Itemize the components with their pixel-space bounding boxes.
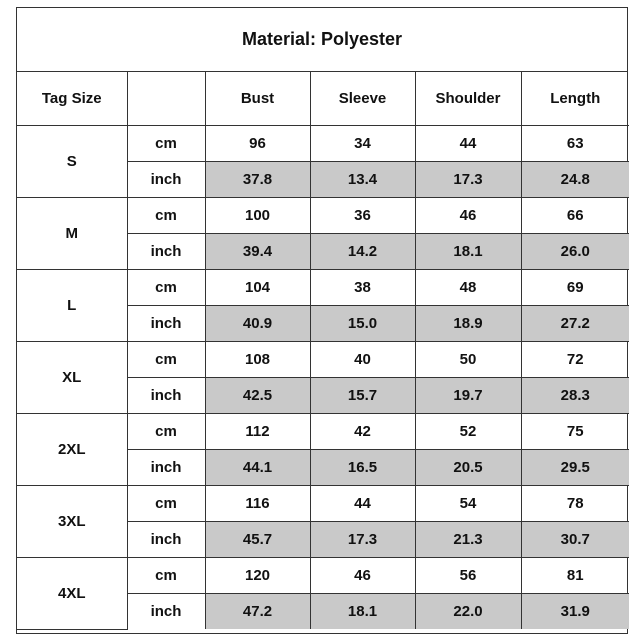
length-cm-value: 81: [521, 558, 629, 594]
header-shoulder: Shoulder: [415, 72, 521, 126]
shoulder-cm-value: 56: [415, 558, 521, 594]
length-cm-value: 66: [521, 198, 629, 234]
shoulder-cm-value: 54: [415, 486, 521, 522]
shoulder-inch-value: 17.3: [415, 162, 521, 198]
header-row: [17, 72, 629, 126]
size-label: XL: [17, 342, 127, 414]
unit-inch-label: inch: [127, 234, 205, 270]
length-cm-value: 69: [521, 270, 629, 306]
unit-inch-label: inch: [127, 162, 205, 198]
sleeve-inch-value: 15.7: [310, 378, 415, 414]
bust-inch-value: 40.9: [205, 306, 310, 342]
shoulder-inch-value: 22.0: [415, 594, 521, 630]
unit-cm-label: cm: [127, 558, 205, 594]
sleeve-cm-value: 46: [310, 558, 415, 594]
size-label: S: [17, 126, 127, 198]
sleeve-inch-value: 17.3: [310, 522, 415, 558]
unit-cm-label: cm: [127, 342, 205, 378]
shoulder-inch-value: 18.1: [415, 234, 521, 270]
bust-cm-value: 112: [205, 414, 310, 450]
length-inch-value: 24.8: [521, 162, 629, 198]
unit-cm-label: cm: [127, 198, 205, 234]
unit-cm-label: cm: [127, 486, 205, 522]
shoulder-cm-value: 52: [415, 414, 521, 450]
sleeve-inch-value: 18.1: [310, 594, 415, 630]
size-table: [17, 72, 629, 630]
table-row: [17, 558, 629, 594]
table-row: [17, 270, 629, 306]
size-label: 2XL: [17, 414, 127, 486]
length-cm-value: 75: [521, 414, 629, 450]
shoulder-inch-value: 21.3: [415, 522, 521, 558]
chart-title: Material: Polyester: [17, 8, 627, 72]
unit-inch-label: inch: [127, 450, 205, 486]
unit-inch-label: inch: [127, 522, 205, 558]
bust-inch-value: 45.7: [205, 522, 310, 558]
shoulder-cm-value: 48: [415, 270, 521, 306]
header-unit: [127, 72, 205, 126]
bust-inch-value: 37.8: [205, 162, 310, 198]
shoulder-inch-value: 18.9: [415, 306, 521, 342]
header-tag-size: Tag Size: [17, 72, 127, 126]
unit-inch-label: inch: [127, 378, 205, 414]
length-inch-value: 29.5: [521, 450, 629, 486]
length-inch-value: 26.0: [521, 234, 629, 270]
shoulder-cm-value: 44: [415, 126, 521, 162]
sleeve-inch-value: 14.2: [310, 234, 415, 270]
bust-inch-value: 47.2: [205, 594, 310, 630]
length-cm-value: 72: [521, 342, 629, 378]
size-chart: [16, 7, 628, 634]
size-label: M: [17, 198, 127, 270]
header-bust: Bust: [205, 72, 310, 126]
size-label: L: [17, 270, 127, 342]
sleeve-cm-value: 44: [310, 486, 415, 522]
shoulder-inch-value: 19.7: [415, 378, 521, 414]
sleeve-cm-value: 34: [310, 126, 415, 162]
length-cm-value: 78: [521, 486, 629, 522]
bust-cm-value: 116: [205, 486, 310, 522]
table-row: [17, 126, 629, 162]
sleeve-cm-value: 42: [310, 414, 415, 450]
sleeve-inch-value: 13.4: [310, 162, 415, 198]
length-inch-value: 30.7: [521, 522, 629, 558]
sleeve-inch-value: 15.0: [310, 306, 415, 342]
table-row: [17, 414, 629, 450]
sleeve-inch-value: 16.5: [310, 450, 415, 486]
bust-inch-value: 42.5: [205, 378, 310, 414]
size-table-body: [17, 72, 629, 629]
bust-cm-value: 120: [205, 558, 310, 594]
size-label: 4XL: [17, 558, 127, 630]
size-label: 3XL: [17, 486, 127, 558]
length-cm-value: 63: [521, 126, 629, 162]
length-inch-value: 27.2: [521, 306, 629, 342]
bust-cm-value: 96: [205, 126, 310, 162]
length-inch-value: 28.3: [521, 378, 629, 414]
unit-inch-label: inch: [127, 594, 205, 630]
table-row: [17, 486, 629, 522]
table-row: [17, 342, 629, 378]
length-inch-value: 31.9: [521, 594, 629, 630]
sleeve-cm-value: 38: [310, 270, 415, 306]
unit-cm-label: cm: [127, 126, 205, 162]
header-length: Length: [521, 72, 629, 126]
bust-inch-value: 44.1: [205, 450, 310, 486]
shoulder-cm-value: 50: [415, 342, 521, 378]
shoulder-cm-value: 46: [415, 198, 521, 234]
bust-cm-value: 108: [205, 342, 310, 378]
header-sleeve: Sleeve: [310, 72, 415, 126]
unit-cm-label: cm: [127, 414, 205, 450]
table-row: [17, 198, 629, 234]
unit-cm-label: cm: [127, 270, 205, 306]
bust-inch-value: 39.4: [205, 234, 310, 270]
bust-cm-value: 100: [205, 198, 310, 234]
shoulder-inch-value: 20.5: [415, 450, 521, 486]
unit-inch-label: inch: [127, 306, 205, 342]
sleeve-cm-value: 36: [310, 198, 415, 234]
bust-cm-value: 104: [205, 270, 310, 306]
sleeve-cm-value: 40: [310, 342, 415, 378]
